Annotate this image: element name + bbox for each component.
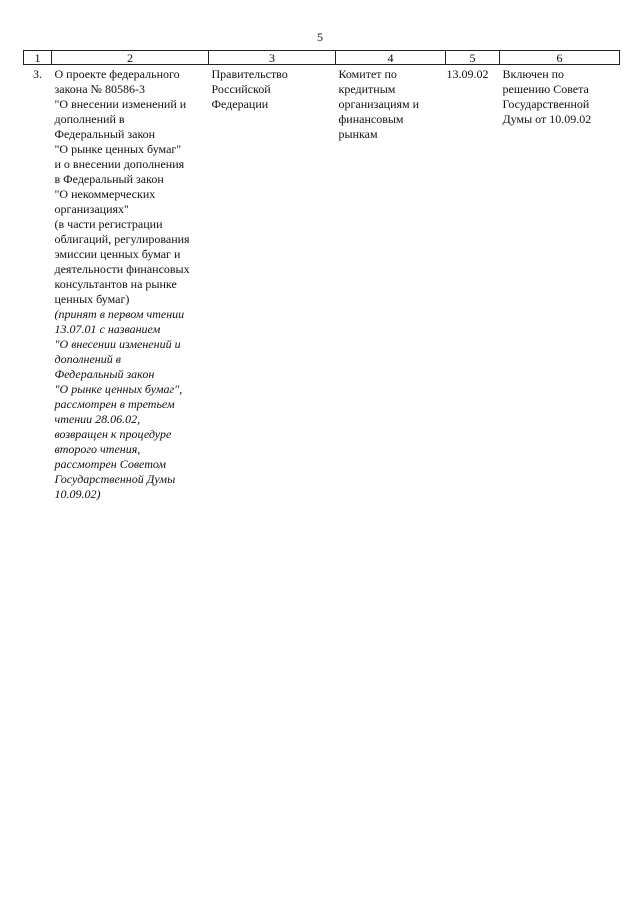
bill-title-line: облигаций, регулирования	[54, 232, 190, 246]
bill-title-line: в Федеральный закон	[54, 172, 164, 186]
status-cell	[500, 65, 620, 503]
status-line: Государственной	[502, 97, 590, 111]
column-header-6: 6	[500, 51, 620, 65]
column-header-1: 1	[24, 51, 52, 65]
bill-note-line: Государственной Думы	[54, 472, 176, 486]
committee-line: кредитным	[338, 82, 396, 96]
bill-note-line: 13.07.01 с названием	[54, 322, 161, 336]
table-row	[24, 65, 620, 503]
column-header-3: 3	[209, 51, 336, 65]
bill-note-line: "О внесении изменений и	[54, 337, 181, 351]
column-header-5: 5	[446, 51, 500, 65]
bill-note-line: "О рынке ценных бумаг",	[54, 382, 183, 396]
committee-line: Комитет по	[338, 67, 397, 81]
initiator-line: Правительство	[211, 67, 288, 81]
bill-title	[55, 67, 206, 307]
bill-title-line: и о внесении дополнения	[54, 157, 185, 171]
initiator	[212, 67, 333, 112]
bill-title-line: (в части регистрации	[54, 217, 163, 231]
bill-note-line: дополнений в	[54, 352, 121, 366]
initiator-cell	[209, 65, 336, 503]
status-line: Включен по	[502, 67, 565, 81]
bills-table	[23, 50, 620, 502]
status	[503, 67, 617, 127]
bill-title-line: деятельности финансовых	[54, 262, 190, 276]
bill-title-line: консультантов на рынке	[54, 277, 177, 291]
bill-title-line: "О некоммерческих	[54, 187, 156, 201]
committee-cell	[336, 65, 446, 503]
page-number: 5	[317, 30, 323, 44]
header-row	[24, 51, 620, 65]
bill-title-line: О проекте федерального	[54, 67, 180, 81]
bill-title-line: закона № 80586-3	[54, 82, 145, 96]
bill-note-line: 10.09.02)	[54, 487, 101, 501]
bill-title-line: Федеральный закон	[54, 127, 156, 141]
bill-note-line: Федеральный закон	[54, 367, 155, 381]
bill-title-line: эмиссии ценных бумаг и	[54, 247, 181, 261]
bill-note-line: чтении 28.06.02,	[54, 412, 141, 426]
bill-history-note	[55, 307, 206, 502]
bill-note-line: рассмотрен Советом	[54, 457, 167, 471]
bill-note-line: рассмотрен в третьем	[54, 397, 175, 411]
row-number: 3.	[33, 67, 42, 81]
bill-title-line: организациях"	[54, 202, 129, 216]
column-header-2: 2	[52, 51, 209, 65]
initiator-line: Федерации	[211, 97, 269, 111]
committee-line: организациям и	[338, 97, 420, 111]
bill-note-line: второго чтения,	[54, 442, 141, 456]
committee-line: рынкам	[338, 127, 378, 141]
responsible-committee	[339, 67, 443, 142]
bill-title-line: "О рынке ценных бумаг"	[54, 142, 182, 156]
committee-line: финансовым	[338, 112, 404, 126]
status-line: Думы от 10.09.02	[502, 112, 592, 126]
date-cell: 13.09.02	[446, 67, 489, 81]
bill-title-line: "О внесении изменений и	[54, 97, 187, 111]
column-header-4: 4	[336, 51, 446, 65]
bill-title-line: ценных бумаг)	[54, 292, 130, 306]
bill-description	[52, 65, 209, 503]
bill-note-line: (принят в первом чтении	[54, 307, 185, 321]
bill-note-line: возвращен к процедуре	[54, 427, 172, 441]
initiator-line: Российской	[211, 82, 271, 96]
status-line: решению Совета	[502, 82, 589, 96]
bill-title-line: дополнений в	[54, 112, 125, 126]
